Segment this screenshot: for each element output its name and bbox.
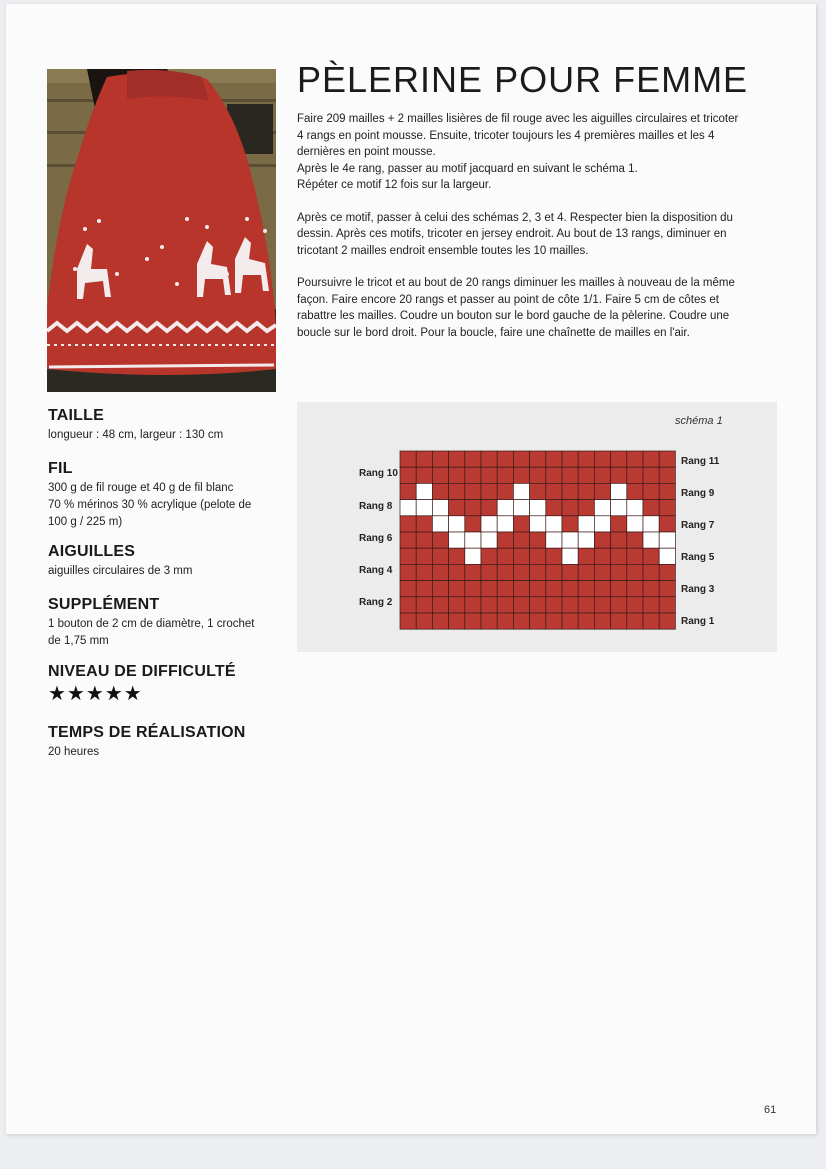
chart-stitch-red xyxy=(432,564,448,580)
chart-stitch-red xyxy=(594,564,610,580)
chart-stitch-red xyxy=(546,548,562,564)
chart-stitch-white xyxy=(578,516,594,532)
text-line: Répéter ce motif 12 fois sur la largeur. xyxy=(297,179,492,191)
chart-stitch-white xyxy=(449,532,465,548)
chart-stitch-white xyxy=(611,500,627,516)
chart-stitch-red xyxy=(530,597,546,613)
chart-stitch-white xyxy=(659,548,675,564)
chart-stitch-red xyxy=(546,613,562,629)
spec-line: 20 heures xyxy=(48,746,100,758)
chart-stitch-red xyxy=(449,451,465,467)
chart-stitch-red xyxy=(416,597,432,613)
chart-stitch-white xyxy=(578,532,594,548)
chart-stitch-red xyxy=(465,597,481,613)
page-title: PÈLERINE POUR FEMME xyxy=(297,59,749,100)
difficulty-stars: ★★★★★ xyxy=(48,683,143,705)
spec-value xyxy=(48,427,283,444)
text-line: tricotant 2 mailles endroit ensemble toutes les 10 mailles. xyxy=(297,244,589,257)
spec-supplement xyxy=(48,596,283,650)
row-label-8: Rang 8 xyxy=(359,501,393,512)
chart-stitch-red xyxy=(562,613,578,629)
text-line: Faire 209 mailles + 2 mailles lisières de fil rouge avec les aiguilles circulaires et tricoter xyxy=(297,113,739,125)
chart-stitch-red xyxy=(546,564,562,580)
chart-stitch-red xyxy=(465,516,481,532)
chart-stitch-red xyxy=(465,483,481,499)
chart-stitch-red xyxy=(627,564,643,580)
spec-heading: TAILLE xyxy=(48,407,105,424)
chart-stitch-white xyxy=(611,483,627,499)
spec-line: 1 bouton de 2 cm de diamètre, 1 crochet xyxy=(48,618,255,630)
spec-value xyxy=(48,563,283,580)
spec-heading: AIGUILLES xyxy=(48,543,136,560)
chart-stitch-red xyxy=(611,532,627,548)
chart-stitch-red xyxy=(659,451,675,467)
chart-stitch-red xyxy=(659,467,675,483)
chart-stitch-red xyxy=(400,483,416,499)
chart-stitch-red xyxy=(659,516,675,532)
chart-stitch-red xyxy=(449,483,465,499)
chart-stitch-white xyxy=(513,500,529,516)
chart-stitch-red xyxy=(627,451,643,467)
chart-stitch-red xyxy=(659,581,675,597)
chart-stitch-red xyxy=(627,548,643,564)
chart-stitch-red xyxy=(594,613,610,629)
text-line: Après ce motif, passer à celui des schémas 2, 3 et 4. Respecter bien la disposition du xyxy=(297,211,733,224)
chart-stitch-red xyxy=(449,548,465,564)
chart-stitch-red xyxy=(643,581,659,597)
chart-stitch-red xyxy=(643,451,659,467)
chart-stitch-red xyxy=(481,613,497,629)
chart-stitch-red xyxy=(432,548,448,564)
chart-stitch-red xyxy=(530,532,546,548)
chart-stitch-red xyxy=(562,564,578,580)
spec-temps xyxy=(48,724,283,761)
chart-stitch-red xyxy=(449,581,465,597)
chart-stitch-red xyxy=(513,548,529,564)
chart-stitch-red xyxy=(400,548,416,564)
instructions-paragraph-1 xyxy=(297,111,779,194)
chart-stitch-red xyxy=(594,451,610,467)
chart-stitch-red xyxy=(400,516,416,532)
chart-stitch-red xyxy=(481,500,497,516)
chart-stitch-white xyxy=(627,500,643,516)
chart-stitch-red xyxy=(562,500,578,516)
chart-stitch-white xyxy=(643,516,659,532)
text-line: boucle sur le bord droit. Pour la boucle, faire une chaînette de mailles en l'air. xyxy=(297,326,690,339)
row-label-4: Rang 4 xyxy=(359,565,393,576)
spec-heading: NIVEAU DE DIFFICULTÉ xyxy=(48,663,236,680)
chart-stitch-red xyxy=(594,532,610,548)
chart-stitch-red xyxy=(416,613,432,629)
chart-stitch-red xyxy=(416,532,432,548)
chart-stitch-red xyxy=(578,483,594,499)
chart-stitch-red xyxy=(530,564,546,580)
chart-stitch-red xyxy=(497,564,513,580)
text-line: dernières en point mousse. xyxy=(297,146,436,158)
chart-stitch-red xyxy=(546,581,562,597)
chart-stitch-white xyxy=(594,516,610,532)
chart-stitch-white xyxy=(513,483,529,499)
chart-stitch-red xyxy=(513,597,529,613)
chart-stitch-red xyxy=(562,467,578,483)
chart-stitch-red xyxy=(481,483,497,499)
chart-stitch-red xyxy=(643,500,659,516)
spec-value xyxy=(48,616,283,650)
chart-stitch-red xyxy=(449,597,465,613)
chart-stitch-red xyxy=(513,581,529,597)
chart-stitch-white xyxy=(530,500,546,516)
text-line: rabattre les mailles. Coudre un bouton sur le bord gauche de la pèlerine. Coudre une xyxy=(297,310,730,322)
chart-stitch-red xyxy=(432,532,448,548)
cape-illustration xyxy=(47,69,276,392)
instructions xyxy=(297,111,779,357)
chart-stitch-red xyxy=(449,467,465,483)
chart-stitch-red xyxy=(416,516,432,532)
chart-stitch-red xyxy=(400,451,416,467)
instructions-paragraph-2 xyxy=(297,210,779,260)
row-label-3: Rang 3 xyxy=(681,584,715,595)
chart-stitch-red xyxy=(481,564,497,580)
chart-stitch-red xyxy=(578,613,594,629)
spec-value xyxy=(48,480,283,531)
chart-stitch-red xyxy=(578,451,594,467)
chart-stitch-red xyxy=(513,467,529,483)
magazine-page xyxy=(6,4,816,1134)
chart-stitch-red xyxy=(432,613,448,629)
chart-stitch-red xyxy=(497,581,513,597)
chart-stitch-red xyxy=(497,532,513,548)
chart-stitch-red xyxy=(530,483,546,499)
chart-stitch-red xyxy=(611,613,627,629)
chart-stitch-red xyxy=(400,532,416,548)
spec-heading: SUPPLÉMENT xyxy=(48,596,160,613)
text-line: Après le 4e rang, passer au motif jacquard en suivant le schéma 1. xyxy=(297,162,638,175)
chart-stitch-white xyxy=(400,500,416,516)
spec-line: 70 % mérinos 30 % acrylique (pelote de xyxy=(48,499,252,511)
chart-stitch-white xyxy=(562,548,578,564)
row-label-7: Rang 7 xyxy=(681,520,715,531)
chart-stitch-red xyxy=(562,581,578,597)
chart-stitch-red xyxy=(481,581,497,597)
spec-line: 300 g de fil rouge et 40 g de fil blanc xyxy=(48,482,234,494)
chart-stitch-white xyxy=(627,516,643,532)
chart-stitch-red xyxy=(611,467,627,483)
spec-line: 100 g / 225 m) xyxy=(48,516,123,528)
chart-stitch-red xyxy=(416,451,432,467)
chart-stitch-red xyxy=(594,581,610,597)
spec-heading: TEMPS DE RÉALISATION xyxy=(48,724,246,741)
chart-stitch-red xyxy=(400,597,416,613)
chart-stitch-white xyxy=(497,516,513,532)
chart-stitch-red xyxy=(465,613,481,629)
text-line: façon. Faire encore 20 rangs et passer au point de côte 1/1. Faire 5 cm de côtes et xyxy=(297,293,719,306)
spec-value xyxy=(48,744,283,761)
chart-stitch-red xyxy=(465,500,481,516)
chart-stitch-red xyxy=(530,581,546,597)
chart-stitch-red xyxy=(513,532,529,548)
row-label-10: Rang 10 xyxy=(359,468,398,479)
chart-stitch-white xyxy=(530,516,546,532)
chart-stitch-red xyxy=(659,597,675,613)
chart-stitch-red xyxy=(578,548,594,564)
chart-stitch-red xyxy=(449,613,465,629)
chart-stitch-red xyxy=(562,597,578,613)
chart-stitch-white xyxy=(465,548,481,564)
chart-stitch-white xyxy=(497,500,513,516)
chart-stitch-red xyxy=(643,597,659,613)
chart-stitch-red xyxy=(416,564,432,580)
chart-stitch-red xyxy=(481,467,497,483)
spec-line: de 1,75 mm xyxy=(48,635,109,647)
chart-stitch-red xyxy=(627,581,643,597)
chart-caption: schéma 1 xyxy=(675,415,723,427)
chart-stitch-red xyxy=(578,597,594,613)
chart-stitch-red xyxy=(400,581,416,597)
chart-stitch-red xyxy=(449,564,465,580)
chart-stitch-red xyxy=(659,483,675,499)
chart-stitch-red xyxy=(465,451,481,467)
chart-stitch-red xyxy=(611,451,627,467)
chart-stitch-red xyxy=(416,548,432,564)
chart-stitch-red xyxy=(513,613,529,629)
row-label-9: Rang 9 xyxy=(681,488,715,499)
chart-stitch-red xyxy=(481,548,497,564)
spec-line: longueur : 48 cm, largeur : 130 cm xyxy=(48,429,224,441)
row-label-5: Rang 5 xyxy=(681,552,715,563)
chart-stitch-red xyxy=(611,548,627,564)
chart-stitch-red xyxy=(530,613,546,629)
spec-line: aiguilles circulaires de 3 mm xyxy=(48,565,193,577)
chart-stitch-red xyxy=(400,467,416,483)
chart-stitch-red xyxy=(594,467,610,483)
chart-stitch-white xyxy=(416,483,432,499)
chart-stitch-red xyxy=(432,581,448,597)
chart-stitch-red xyxy=(659,613,675,629)
chart-stitch-red xyxy=(578,500,594,516)
chart-stitch-red xyxy=(513,451,529,467)
chart-stitch-red xyxy=(562,516,578,532)
cape-photo xyxy=(47,69,276,392)
chart-stitch-red xyxy=(432,483,448,499)
chart-stitch-red xyxy=(497,483,513,499)
chart-stitch-red xyxy=(432,467,448,483)
chart-stitch-red xyxy=(643,564,659,580)
chart-stitch-red xyxy=(627,597,643,613)
chart-stitch-red xyxy=(432,451,448,467)
chart-stitch-red xyxy=(449,500,465,516)
chart-stitch-red xyxy=(530,451,546,467)
chart-stitch-red xyxy=(416,581,432,597)
chart-stitch-red xyxy=(562,451,578,467)
page-number: 61 xyxy=(764,1104,777,1116)
instructions-paragraph-3 xyxy=(297,275,779,341)
row-label-2: Rang 2 xyxy=(359,597,393,608)
spec-heading: FIL xyxy=(48,460,73,477)
chart-stitch-red xyxy=(643,483,659,499)
knitting-chart-panel xyxy=(297,402,777,652)
chart-stitch-red xyxy=(578,581,594,597)
row-label-11: Rang 11 xyxy=(681,456,720,467)
chart-stitch-red xyxy=(659,500,675,516)
chart-stitch-red xyxy=(400,613,416,629)
chart-stitch-red xyxy=(578,467,594,483)
text-line: 4 rangs en point mousse. Ensuite, tricoter toujours les 4 premières mailles et les 4 xyxy=(297,129,715,142)
chart-stitch-white xyxy=(465,532,481,548)
text-line: Poursuivre le tricot et au bout de 20 rangs diminuer les mailles à nouveau de la même xyxy=(297,277,735,289)
chart-stitch-red xyxy=(465,581,481,597)
chart-stitch-white xyxy=(546,516,562,532)
chart-stitch-red xyxy=(546,500,562,516)
chart-stitch-white xyxy=(416,500,432,516)
chart-stitch-red xyxy=(627,483,643,499)
chart-stitch-red xyxy=(546,483,562,499)
chart-stitch-red xyxy=(611,597,627,613)
chart-stitch-red xyxy=(481,597,497,613)
chart-stitch-red xyxy=(546,451,562,467)
chart-stitch-red xyxy=(611,516,627,532)
chart-stitch-red xyxy=(432,597,448,613)
chart-stitch-red xyxy=(513,564,529,580)
chart-stitch-white xyxy=(432,516,448,532)
spec-niveau xyxy=(48,663,283,705)
chart-stitch-red xyxy=(562,483,578,499)
chart-stitch-red xyxy=(400,564,416,580)
chart-stitch-white xyxy=(546,532,562,548)
chart-stitch-red xyxy=(643,548,659,564)
chart-stitch-red xyxy=(530,467,546,483)
chart-stitch-white xyxy=(659,532,675,548)
chart-stitch-red xyxy=(627,532,643,548)
chart-stitch-white xyxy=(594,500,610,516)
chart-stitch-red xyxy=(497,548,513,564)
chart-stitch-white xyxy=(449,516,465,532)
chart-stitch-red xyxy=(497,597,513,613)
chart-stitch-red xyxy=(594,483,610,499)
chart-stitch-red xyxy=(513,516,529,532)
chart-stitch-red xyxy=(611,581,627,597)
text-line: dessin. Après ces motifs, tricoter en jersey endroit. Au bout de 13 rangs, diminuer en xyxy=(297,228,727,240)
chart-stitch-red xyxy=(643,613,659,629)
chart-stitch-red xyxy=(481,451,497,467)
chart-stitch-red xyxy=(594,597,610,613)
row-label-1: Rang 1 xyxy=(681,616,715,627)
spec-aiguilles xyxy=(48,543,283,580)
spec-taille xyxy=(48,407,283,444)
chart-stitch-red xyxy=(546,597,562,613)
chart-stitch-white xyxy=(481,532,497,548)
chart-stitch-red xyxy=(643,467,659,483)
chart-stitch-white xyxy=(481,516,497,532)
chart-stitch-red xyxy=(594,548,610,564)
chart-stitch-red xyxy=(497,467,513,483)
chart-stitch-white xyxy=(643,532,659,548)
chart-stitch-red xyxy=(416,467,432,483)
chart-stitch-red xyxy=(578,564,594,580)
chart-stitch-red xyxy=(659,564,675,580)
chart-stitch-red xyxy=(465,564,481,580)
spec-fil xyxy=(48,460,283,531)
chart-stitch-red xyxy=(611,564,627,580)
chart-stitch-red xyxy=(497,613,513,629)
chart-stitch-white xyxy=(562,532,578,548)
row-label-6: Rang 6 xyxy=(359,533,393,544)
chart-stitch-red xyxy=(546,467,562,483)
chart-stitch-white xyxy=(432,500,448,516)
chart-stitch-red xyxy=(627,467,643,483)
chart-stitch-red xyxy=(497,451,513,467)
chart-stitch-red xyxy=(627,613,643,629)
chart-stitch-red xyxy=(465,467,481,483)
chart-stitch-red xyxy=(530,548,546,564)
